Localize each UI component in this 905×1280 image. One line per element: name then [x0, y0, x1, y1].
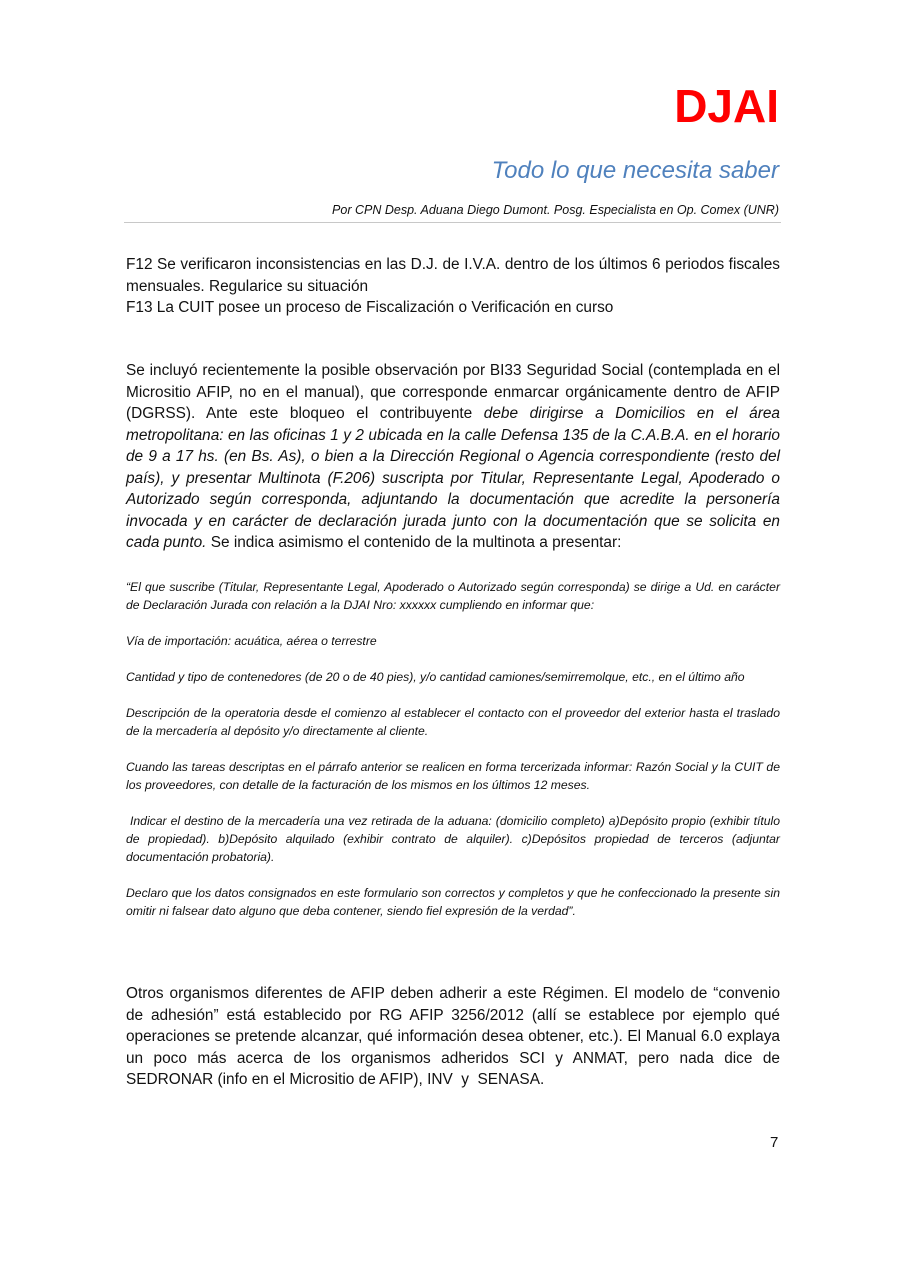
observations-f-block [126, 254, 780, 319]
bi33-paragraph [126, 360, 780, 554]
multinota-item: Declaro que los datos consignados en este formulario son correctos y completos y que he confeccionado la presente sin omitir ni falsear dato alguno que deba contener, siendo fiel expresión de la verdad”. [126, 886, 780, 918]
bi33-italic-text: debe dirigirse a Domicilios en el área metropolitana: en las oficinas 1 y 2 ubicada en la calle Defensa 135 de la C.A.B.A. en el horario de 9 a 17 hs. (en Bs. As), o bien a la Dirección Regional o Agencia correspondiente (resto del país), y presentar Multinota (F.206) suscripta por Titular, Representante Legal, Apoderado o Autorizado según corresponda, adjuntando la documentación que acredite la personería invocada y en carácter de declaración jurada junto con la documentación que se solicita en cada punto. [126, 405, 780, 551]
observation-f13: F13 La CUIT posee un proceso de Fiscalización o Verificación en curso [126, 299, 614, 316]
multinota-item: Cantidad y tipo de contenedores (de 20 o de 40 pies), y/o cantidad camiones/semirremolque, etc., en el último año [126, 670, 745, 684]
organismos-paragraph [126, 983, 785, 1091]
multinota-item: Vía de importación: acuática, aérea o terrestre [126, 634, 377, 648]
author-byline: Por CPN Desp. Aduana Diego Dumont. Posg. Especialista en Op. Comex (UNR) [332, 203, 779, 217]
document-title: DJAI [674, 80, 779, 132]
document-subtitle: Todo lo que necesita saber [491, 157, 779, 184]
organismos-text: Otros organismos diferentes de AFIP deben adherir a este Régimen. El modelo de “convenio de adhesión” está establecido por RG AFIP 3256/2012 (allí se establece por ejemplo qué operaciones se pretende alcanzar, qué información desea obtener, etc.). El Manual 6.0 explaya un poco más acerca de los organismos adheridos SCI y ANMAT, pero nada dice de SEDRONAR (info en el Micrositio de AFIP), INV y SENASA. [126, 985, 785, 1088]
observation-f12: F12 Se verificaron inconsistencias en las D.J. de I.V.A. dentro de los últimos 6 periodos fiscales mensuales. Regularice su situación [126, 256, 780, 295]
bi33-outro-text: Se indica asimismo el contenido de la multinota a presentar: [206, 534, 622, 551]
multinota-quote [126, 578, 784, 938]
header-divider [124, 222, 781, 223]
multinota-item: Indicar el destino de la mercadería una vez retirada de la aduana: (domicilio completo) a)Depósito propio (exhibir título de propiedad). b)Depósito alquilado (exhibir contrato de alquiler). c)Depósitos propiedad de terceros (adjuntar documentación probatoria). [126, 814, 784, 864]
multinota-item: “El que suscribe (Titular, Representante Legal, Apoderado o Autorizado según corresponda) se dirige a Ud. en carácter de Declaración Jurada con relación a la DJAI Nro: xxxxxx cumpliendo en informar que: [126, 580, 780, 612]
page-number: 7 [770, 1134, 779, 1151]
multinota-item: Descripción de la operatoria desde el comienzo al establecer el contacto con el proveedor del exterior hasta el traslado de la mercadería al depósito y/o directamente al cliente. [126, 706, 780, 738]
multinota-item: Cuando las tareas descriptas en el párrafo anterior se realicen en forma tercerizada informar: Razón Social y la CUIT de los proveedores, con detalle de la facturación de los mismos en los últimos 12 meses. [126, 760, 784, 792]
bi33-intro-text: Se incluyó recientemente la posible observación por BI33 Seguridad Social (contemplada en el Micrositio AFIP, no en el manual), que corresponde enmarcar orgánicamente dentro de AFIP (DGRSS). Ante este bloqueo el contribuyente [126, 362, 780, 422]
